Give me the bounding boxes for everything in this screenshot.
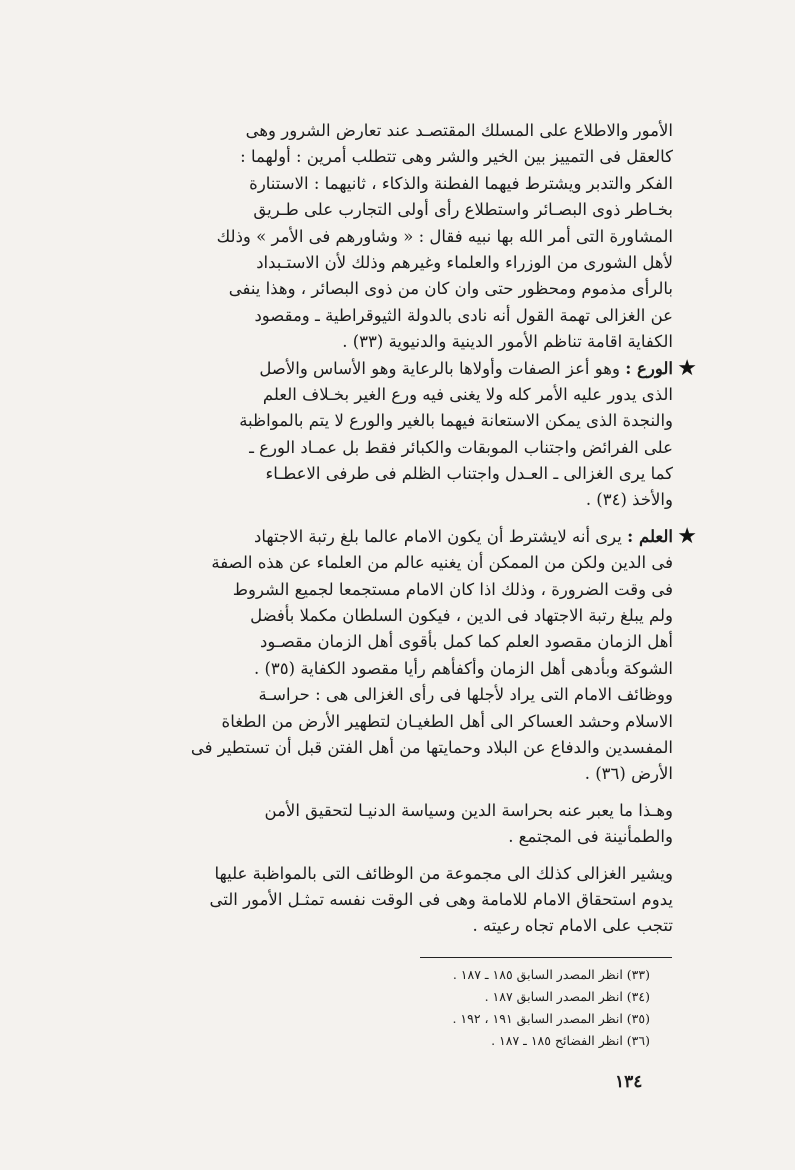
main-text: [148, 118, 697, 940]
star-icon: ★: [677, 523, 697, 549]
text-line: والنجدة الذى يمكن الاستعانة فيهما بالغير والورع لا يتم بالمواظبة: [239, 411, 673, 431]
section-heading-line: [148, 524, 673, 550]
text-line: فى الدين ولكن من الممكن أن يغنيه عالم من العلماء عن هذه الصفة: [211, 553, 673, 573]
text-line: ولم يبلغ رتبة الاجتهاد فى الدين ، فيكون السلطان مكملا بأفضل: [250, 606, 673, 626]
text-line: على الفرائض واجتناب الموبقات والكبائر فقط بل عمـاد الورع ـ: [249, 437, 673, 457]
text-line: كالعقل فى التمييز بين الخير والشر وهى تتطلب أمرين : أولهما :: [240, 147, 673, 167]
footnote: (٣٣) انظر المصدر السابق ١٨٥ ـ ١٨٧ .: [452, 967, 650, 982]
footnote: (٣٥) انظر المصدر السابق ١٩١ ، ١٩٢ .: [452, 1011, 650, 1026]
text-line: الذى يدور عليه الأمر كله ولا يغنى فيه ورع الغير بخـلاف العلم: [262, 384, 673, 404]
text-line: الشوكة وبأدهى أهل الزمان وأكفأهم رأيا مقصود الكفاية (٣٥) .: [253, 658, 673, 678]
paragraph-2: [148, 798, 673, 851]
footnotes: [300, 964, 650, 1052]
text-line: الكفاية اقامة تناظم الأمور الدينية والدنيوية (٣٣) .: [342, 332, 673, 352]
text-line: عن الغزالى تهمة القول أنه نادى بالدولة الثيوقراطية ـ ومقصود: [254, 305, 673, 325]
page-number: ١٣٤: [615, 1072, 643, 1092]
text-line: لأهل الشورى من الوزراء والعلماء وغيرهم وذلك لأن الاستـبداد: [256, 252, 673, 272]
text-line: فى وقت الضرورة ، وذلك اذا كان الامام مستجمعا لجميع الشروط: [232, 579, 673, 599]
text-line: بالرأى مذموم ومحظور حتى وان كان من ذوى البصائر ، وهذا ينفى: [228, 279, 673, 299]
footnote: (٣٦) انظر الفضائح ١٨٥ ـ ١٨٧ .: [491, 1033, 650, 1048]
text-line: والطمأنينة فى المجتمع .: [508, 827, 673, 847]
section-ilm: [148, 523, 697, 788]
text-segment: يرى أنه لايشترط أن يكون الامام عالما بلغ رتبة الاجتهاد: [254, 526, 622, 546]
footnote-divider: [420, 957, 672, 958]
text-line: الأرض (٣٦) .: [584, 764, 673, 784]
text-line: أهل الزمان مقصود العلم كما كمل بأقوى أهل الزمان مقصـود: [260, 632, 673, 652]
text-line: والأخذ (٣٤) .: [585, 490, 673, 510]
text-line: كما يرى الغزالى ـ العـدل واجتناب الظلم فى طرفى الاعطـاء: [265, 464, 673, 484]
text-line: المفسدين والدفاع عن البلاد وحمايتها من أهل الفتن قبل أن تستطير فى: [190, 737, 673, 757]
text-line: المشاورة التى أمر الله بها نبيه فقال : « وشاورهم فى الأمر » وذلك: [216, 226, 673, 246]
footnote: (٣٤) انظر المصدر السابق ١٨٧ .: [484, 989, 650, 1004]
text-line: بخـاطر ذوى البصـائر واستطلاع رأى أولى التجارب على طـريق: [253, 200, 673, 220]
text-segment: وهو أعز الصفات وأولاها بالرعاية وهو الأساس والأصل: [259, 358, 620, 378]
text-line: ووظائف الامام التى يراد لأجلها فى رأى الغزالى هى : حراسـة: [258, 685, 673, 705]
star-icon: ★: [677, 355, 697, 381]
text-line: تتجب على الامام تجاه رعيته .: [472, 916, 673, 936]
text-line: الأمور والاطلاع على المسلك المقتصـد عند تعارض الشرور وهى: [245, 121, 673, 140]
paragraph-3: [148, 861, 673, 940]
paragraph-1: [148, 118, 673, 356]
text-line: وهـذا ما يعبر عنه بحراسة الدين وسياسة الدنيـا لتحقيق الأمن: [264, 800, 673, 820]
text-line: يدوم استحقاق الامام للامامة وهى فى الوقت نفسه تمثـل الأمور التى: [209, 889, 673, 909]
text-line: الاسلام وحشد العساكر الى أهل الطغيـان لتطهير الأرض من الطغاة: [221, 711, 673, 731]
text-line: ويشير الغزالى كذلك الى مجموعة من الوظائف التى بالمواظبة عليها: [214, 863, 673, 883]
term-ilm: العلم :: [627, 526, 673, 546]
text-line: الفكر والتدبر ويشترط فيهما الفطنة والذكاء ، ثانيهما : الاستنارة: [249, 173, 673, 193]
term-wara: الورع :: [625, 358, 673, 378]
section-heading-line: [148, 356, 673, 382]
section-wara: [148, 355, 697, 514]
